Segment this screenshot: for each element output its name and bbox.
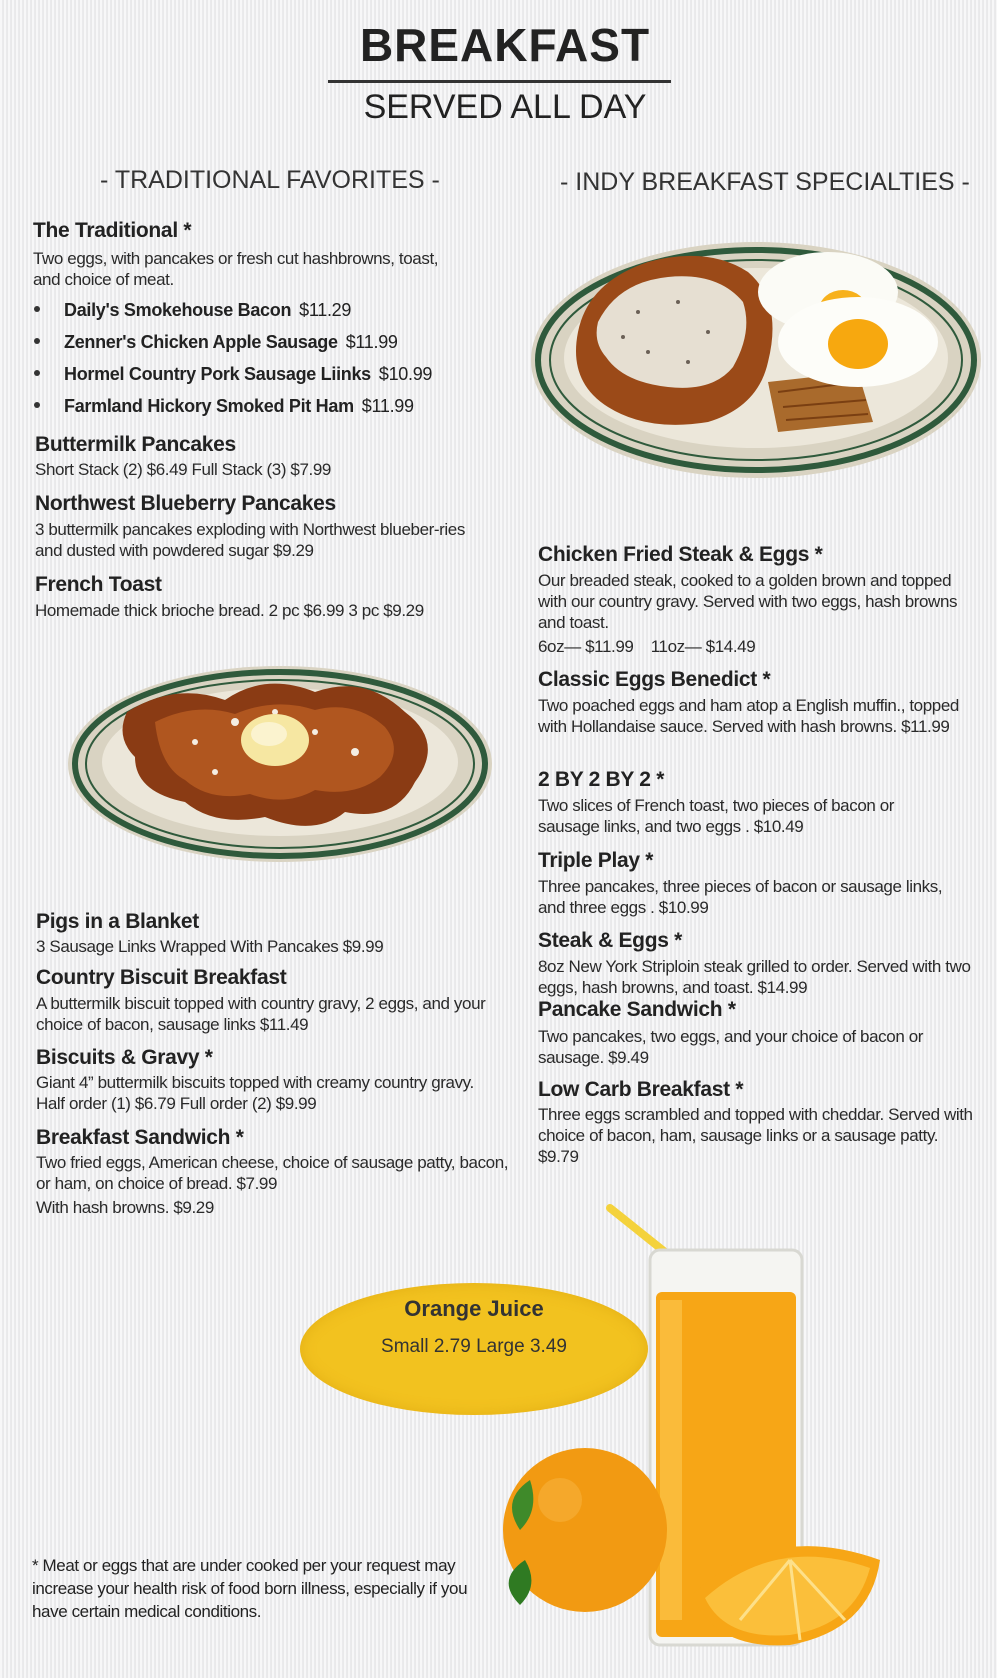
meat-option-price: $11.99 — [361, 396, 414, 416]
orange-juice-sizes: Small 2.79 Large 3.49 — [381, 1336, 567, 1357]
chicken-fried-steak-prices: 6oz— $11.99 11oz— $14.49 — [538, 637, 756, 656]
breakfast-sandwich-description: Two fried eggs, American cheese, choice of sausage patty, bacon, or ham, on choice of bread. $7.99 — [36, 1153, 509, 1193]
triple-play-name: Triple Play * — [538, 849, 654, 872]
meat-option — [30, 332, 490, 364]
traditional-meat-options — [30, 300, 490, 428]
pancake-sandwich-description: Two pancakes, two eggs, and your choice of bacon or sausage. $9.49 — [538, 1027, 924, 1067]
low-carb-description: Three eggs scrambled and topped with cheddar. Served with choice of bacon, ham, sausage links or a sausage patty. $9.79 — [538, 1105, 973, 1166]
meat-option-label: Farmland Hickory Smoked Pit Ham — [64, 396, 354, 416]
low-carb-name: Low Carb Breakfast * — [538, 1078, 744, 1101]
country-biscuit-name: Country Biscuit Breakfast — [36, 966, 287, 989]
traditional-description: Two eggs, with pancakes or fresh cut hashbrowns, toast, and choice of meat. — [33, 249, 439, 289]
steak-eggs-name: Steak & Eggs * — [538, 929, 683, 952]
meat-option-price: $11.29 — [299, 300, 352, 320]
biscuits-gravy-name: Biscuits & Gravy * — [36, 1046, 213, 1069]
meat-option-price: $10.99 — [378, 364, 433, 384]
bullet-icon — [34, 306, 40, 312]
buttermilk-pancakes-name: Buttermilk Pancakes — [35, 433, 236, 456]
menu-title: BREAKFAST — [359, 19, 651, 71]
bullet-icon — [34, 402, 40, 408]
blueberry-pancakes-name: Northwest Blueberry Pancakes — [35, 492, 336, 515]
menu-subtitle: SERVED ALL DAY — [363, 88, 647, 126]
meat-option-label: Zenner's Chicken Apple Sausage — [64, 332, 338, 352]
two-by-two-description: Two slices of French toast, two pieces of bacon or sausage links, and two eggs . $10.49 — [538, 796, 895, 836]
blueberry-pancakes-description: 3 buttermilk pancakes exploding with Northwest blueber-ries and dusted with powdered sugar $9.29 — [35, 520, 465, 560]
title-divider — [328, 80, 671, 83]
traditional-name: The Traditional * — [33, 219, 192, 242]
steak-eggs-description: 8oz New York Striploin steak grilled to order. Served with two eggs, hash browns, and toast. $14.99 — [538, 957, 971, 997]
triple-play-description: Three pancakes, three pieces of bacon or sausage links, and three eggs . $10.99 — [538, 877, 943, 917]
eggs-benedict-description: Two poached eggs and ham atop a English muffin., topped with Hollandaise sauce. Served with hash browns. $11.99 — [538, 696, 959, 736]
pancake-sandwich-name: Pancake Sandwich * — [538, 998, 736, 1021]
meat-option — [30, 300, 490, 332]
orange-juice-name: Orange Juice — [404, 1296, 544, 1321]
orange-juice-photo — [500, 1200, 900, 1670]
right-column-heading: - INDY BREAKFAST SPECIALTIES - — [560, 168, 970, 196]
breakfast-sandwich-hashbrowns: With hash browns. $9.29 — [36, 1198, 214, 1217]
pigs-in-blanket-description: 3 Sausage Links Wrapped With Pancakes $9.99 — [36, 937, 384, 956]
chicken-fried-steak-description: Our breaded steak, cooked to a golden brown and topped with our country gravy. Served with two eggs, hash browns and toast. — [538, 571, 958, 632]
chicken-fried-steak-photo — [528, 232, 983, 484]
french-toast-name: French Toast — [35, 573, 162, 596]
breakfast-sandwich-name: Breakfast Sandwich * — [36, 1126, 244, 1149]
french-toast-description: Homemade thick brioche bread. 2 pc $6.99 3 pc $9.29 — [35, 601, 424, 620]
two-by-two-name: 2 BY 2 BY 2 * — [538, 768, 665, 791]
meat-option-label: Hormel Country Pork Sausage Liinks — [64, 364, 371, 384]
biscuits-gravy-description: Giant 4” buttermilk biscuits topped with creamy country gravy. Half order (1) $6.79 Full order (2) $9.99 — [36, 1073, 474, 1113]
meat-option-label: Daily's Smokehouse Bacon — [64, 300, 292, 320]
health-warning-footnote: * Meat or eggs that are under cooked per your request may increase your health risk of food born illness, especially if you have certain medical conditions. — [32, 1556, 468, 1621]
eggs-benedict-name: Classic Eggs Benedict * — [538, 668, 771, 691]
pigs-in-blanket-name: Pigs in a Blanket — [36, 910, 199, 933]
meat-option — [30, 396, 490, 428]
meat-option-price: $11.99 — [345, 332, 398, 352]
bullet-icon — [34, 338, 40, 344]
chicken-fried-steak-name: Chicken Fried Steak & Eggs * — [538, 543, 823, 566]
country-biscuit-description: A buttermilk biscuit topped with country gravy, 2 eggs, and your choice of bacon, sausage links $11.49 — [36, 994, 486, 1034]
french-toast-photo — [65, 652, 500, 867]
bullet-icon — [34, 370, 40, 376]
meat-option — [30, 364, 490, 396]
left-column-heading: - TRADITIONAL FAVORITES - — [100, 166, 440, 194]
buttermilk-pancakes-description: Short Stack (2) $6.49 Full Stack (3) $7.99 — [35, 460, 331, 479]
